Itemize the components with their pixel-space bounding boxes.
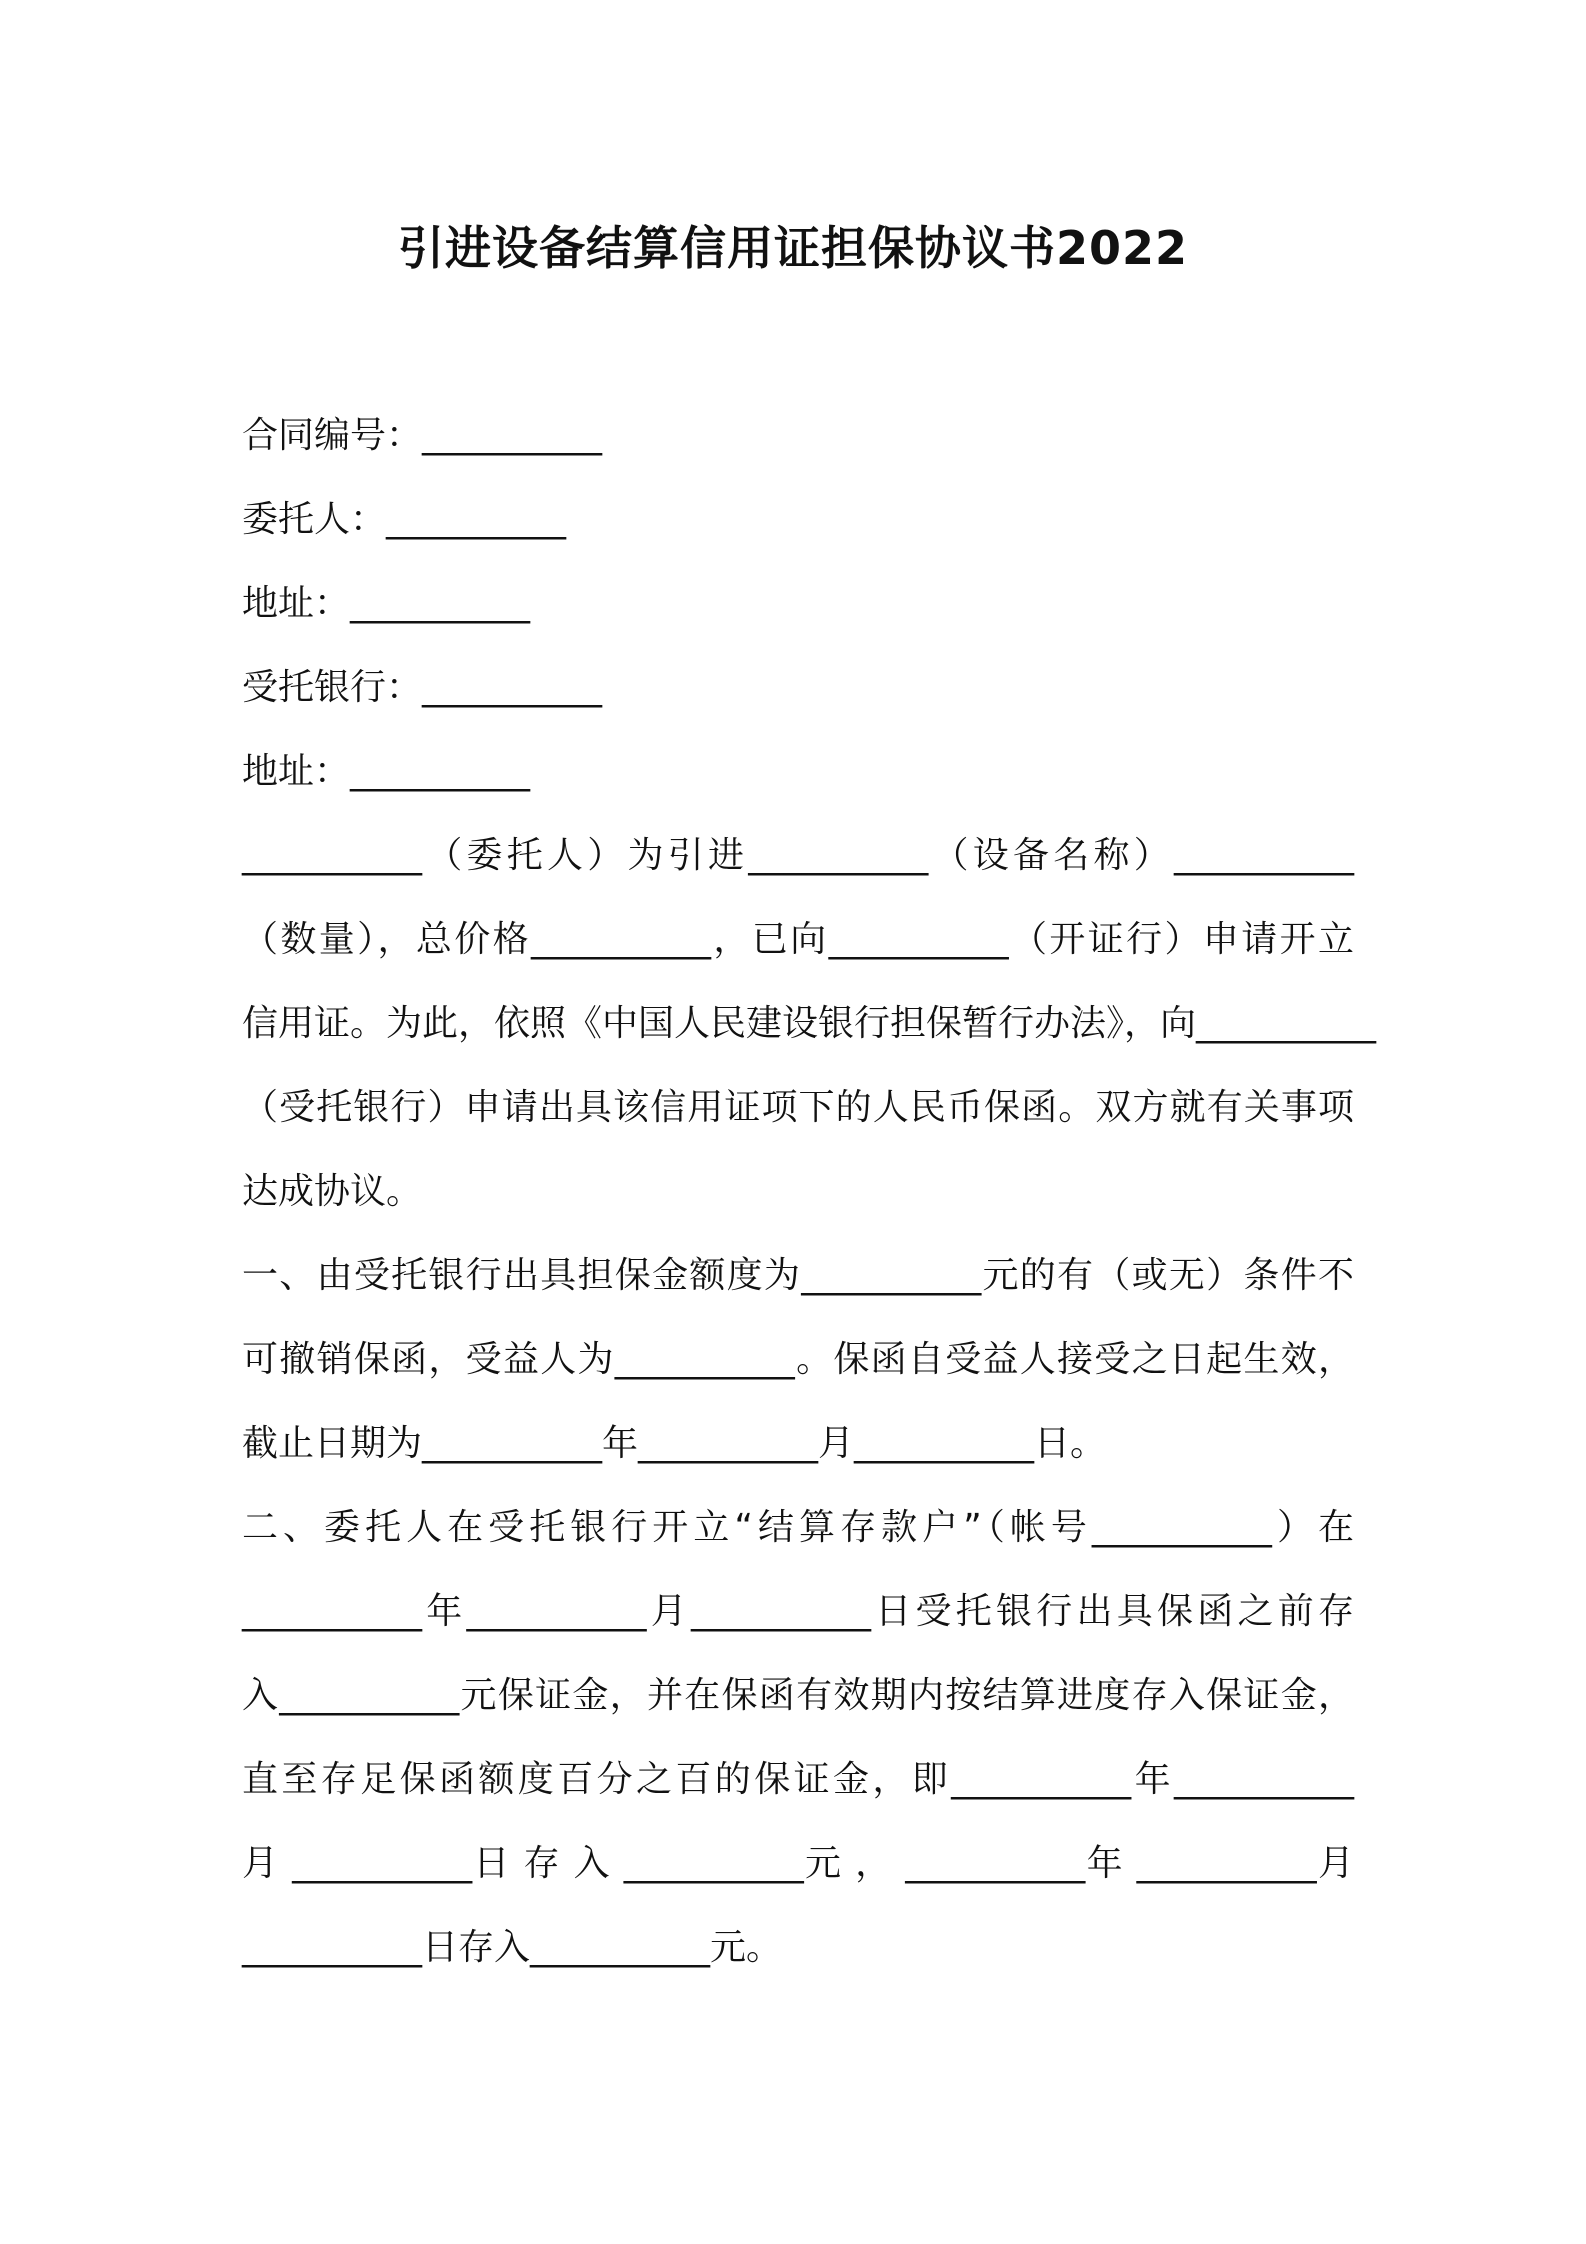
document-body	[242, 404, 1377, 2000]
preamble-line-3: 信用证。为此，依照《中国人民建设银行担保暂行办法》，向__________	[242, 1003, 1377, 1044]
contract-number-field: 合同编号：__________	[242, 415, 603, 456]
preamble-line-4: （受托银行）申请出具该信用证项下的人民币保函。双方就有关事项	[242, 1087, 1354, 1128]
document-title: 引进设备结算信用证担保协议书2022	[397, 221, 1189, 275]
clause-2-line-3: 入__________元保证金，并在保函有效期内按结算进度存入保证金，	[242, 1675, 1354, 1716]
client-address-field: 地址：__________	[242, 583, 531, 624]
client-field: 委托人：__________	[242, 499, 567, 540]
clause-1-line-1: 一、由受托银行出具担保金额度为__________元的有（或无）条件不	[242, 1255, 1354, 1296]
clause-2-line-5: 月 __________日 存 入 __________元 ， __________年 __________月	[242, 1843, 1354, 1884]
clause-1-line-2: 可撤销保函，受益人为__________。保函自受益人接受之日起生效，	[242, 1339, 1354, 1380]
clause-2-line-1: 二、委托人在受托银行开立“结算存款户”（帐号__________）在	[242, 1507, 1354, 1548]
clause-1-line-3: 截止日期为__________年__________月__________日。	[242, 1423, 1107, 1464]
preamble-line-5: 达成协议。	[242, 1171, 423, 1212]
bank-address-field: 地址：__________	[242, 751, 531, 792]
preamble-line-1: __________（委托人）为引进__________（设备名称）__________	[242, 835, 1354, 876]
preamble-line-2: （数量），总价格__________，已向__________（开证行）申请开立	[242, 919, 1354, 960]
trustee-bank-field: 受托银行：__________	[242, 667, 603, 708]
clause-2-line-6: __________日存入__________元。	[242, 1927, 783, 1968]
clause-2-line-4: 直至存足保函额度百分之百的保证金，即__________年__________	[242, 1759, 1354, 1800]
clause-2-line-2: __________年__________月__________日受托银行出具保函之前存	[242, 1591, 1354, 1632]
